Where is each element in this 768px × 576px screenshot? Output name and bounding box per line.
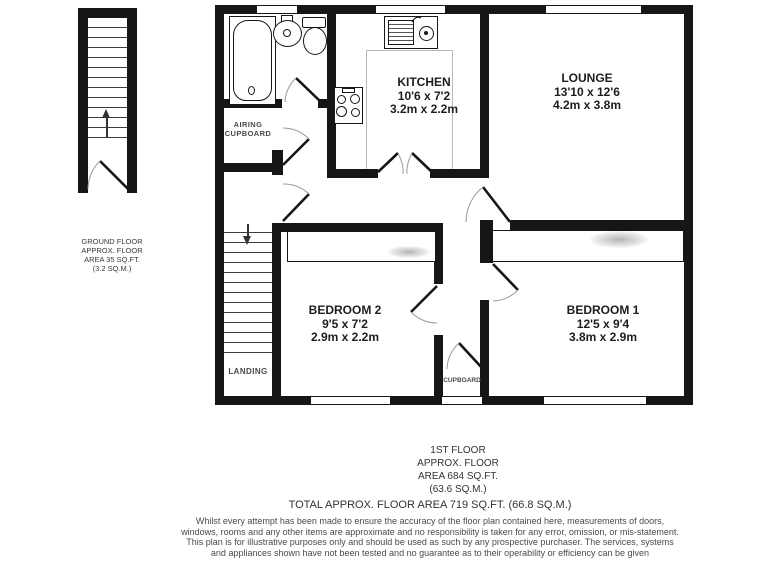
kitchen-size-metric: 3.2m x 2.2m [389, 102, 459, 116]
kitchen-door-left-leaf [378, 153, 398, 172]
bedroom2-door [411, 286, 437, 312]
kitchen-label [364, 76, 484, 117]
bathroom-door-arc [285, 78, 296, 102]
airing-cupboard-door-arc [283, 128, 309, 139]
bedroom2-name: BEDROOM 2 [308, 303, 382, 317]
cupboard-door-arc [447, 343, 459, 369]
airing-cupboard-door [283, 139, 309, 165]
kitchen-name: KITCHEN [397, 75, 451, 89]
bathroom-door [296, 78, 322, 103]
cupboard-door [459, 343, 483, 369]
bedroom2-size-metric: 2.9m x 2.2m [310, 330, 380, 344]
bedroom1-door-arc [493, 290, 518, 301]
kitchen-size-imperial: 10'6 x 7'2 [397, 88, 451, 103]
lounge-size-imperial: 13'10 x 12'6 [554, 84, 620, 99]
kitchen-door-right-leaf [412, 153, 432, 172]
kitchen-door-right-arc [407, 153, 412, 174]
gf-stairs-door-arc [88, 161, 100, 189]
landing-label: LANDING [228, 367, 268, 376]
disclaimer-text: Whilst every attempt has been made to ensure the accuracy of the floor plan contained here, measurements of doors, windows, rooms and any other items are approximate and no responsibility is taken for any error, omission, or mis-statement. This plan is for illustrative purposes only and should be used as such by any prospective purchaser. The services, systems and appliances shown have not been tested and no guarantee as to their operability or efficiency can be given [181, 516, 679, 558]
hall-door-arc [283, 184, 309, 194]
bedroom2-size-imperial: 9'5 x 7'2 [322, 316, 368, 331]
bedroom1-label [541, 304, 665, 345]
hall-door [283, 194, 309, 221]
ground-floor-caption: GROUND FLOOR APPROX. FLOOR AREA 35 SQ.FT. (3.2 SQ.M.) [81, 237, 143, 273]
kitchen-door-left-arc [398, 153, 403, 174]
lounge-name: LOUNGE [561, 71, 613, 85]
bedroom1-name: BEDROOM 1 [566, 303, 640, 317]
lounge-label [527, 72, 647, 113]
kitchen-tap [412, 17, 421, 22]
cupboard-label: CUPBOARD [443, 377, 481, 384]
airing-cupboard-label: AIRING CUPBOARD [224, 120, 272, 138]
bedroom1-size-metric: 3.8m x 2.9m [568, 330, 638, 344]
total-area-note: TOTAL APPROX. FLOOR AREA 719 SQ.FT. (66.8 SQ.M.) [288, 499, 572, 511]
first-floor-area-note: 1ST FLOOR APPROX. FLOOR AREA 684 SQ.FT. (63.6 SQ.M.) [417, 445, 499, 495]
bedroom1-size-imperial: 12'5 x 9'4 [576, 316, 630, 331]
bedroom1-door [493, 264, 518, 290]
lounge-door [483, 187, 510, 222]
lounge-size-metric: 4.2m x 3.8m [552, 98, 622, 112]
bedroom2-label [285, 304, 405, 345]
bedroom2-door-arc [411, 312, 437, 323]
gf-stairs-door [100, 161, 128, 189]
lounge-door-arc [466, 187, 483, 222]
